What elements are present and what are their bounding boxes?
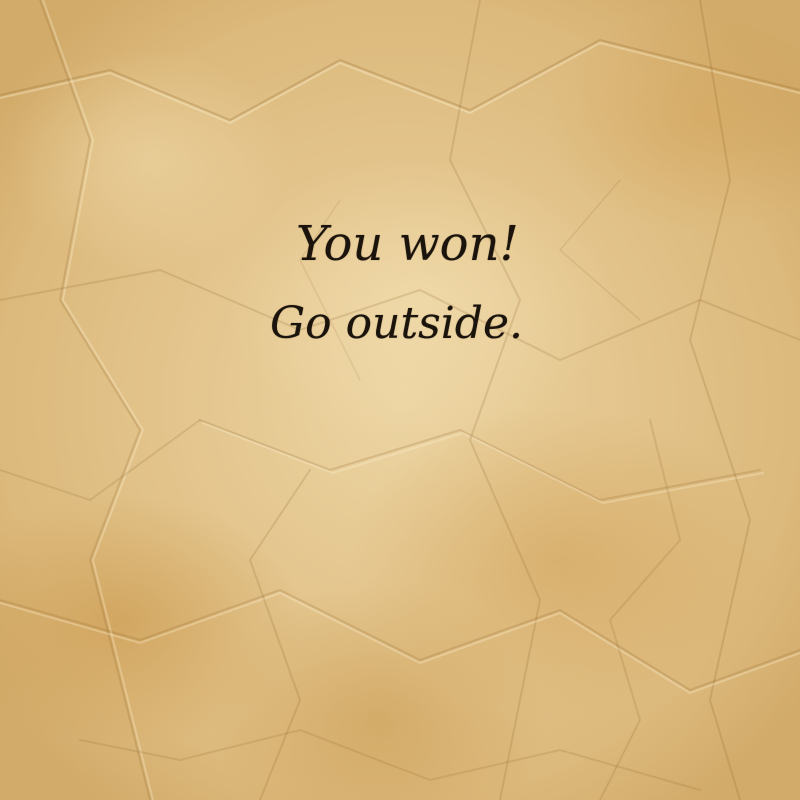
win-message [270,216,590,349]
go-outside-text: Go outside. [270,298,523,349]
you-won-text: You won! [296,216,519,272]
